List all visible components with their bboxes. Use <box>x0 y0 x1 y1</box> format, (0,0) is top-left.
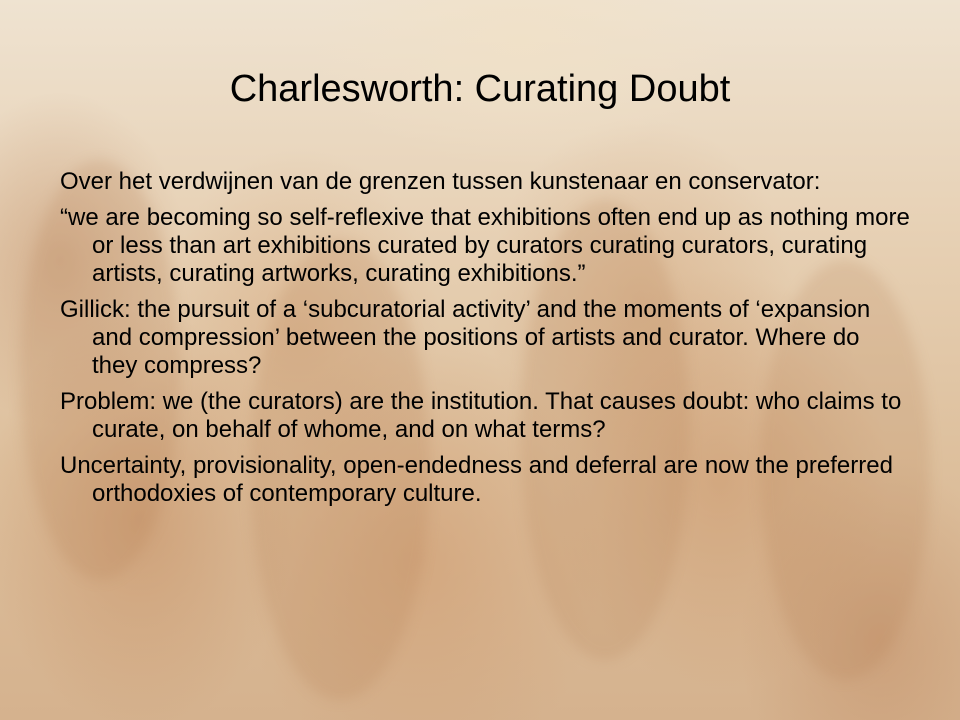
paragraph-gillick: Gillick: the pursuit of a ‘subcuratorial activity’ and the moments of ‘expansion and compression’ between the positions of artists and curator. Where do they compress? <box>60 296 871 379</box>
paragraph-problem: Problem: we (the curators) are the institution. That causes doubt: who claims to curate, on behalf of whome, and on what terms? <box>60 388 902 443</box>
paragraph-intro: Over het verdwijnen van de grenzen tussen kunstenaar en conservator: <box>60 168 821 195</box>
slide-title: Charlesworth: Curating Doubt <box>229 68 731 110</box>
paragraph-uncertainty: Uncertainty, provisionality, open-endedness and deferral are now the preferred orthodoxies of contemporary culture. <box>60 452 893 507</box>
paragraph-quote: “we are becoming so self-reflexive that exhibitions often end up as nothing more or less than art exhibitions curated by curators curating curators, curating artists, curating artworks, curating exhibitions.” <box>60 204 910 287</box>
slide-body <box>60 168 910 516</box>
